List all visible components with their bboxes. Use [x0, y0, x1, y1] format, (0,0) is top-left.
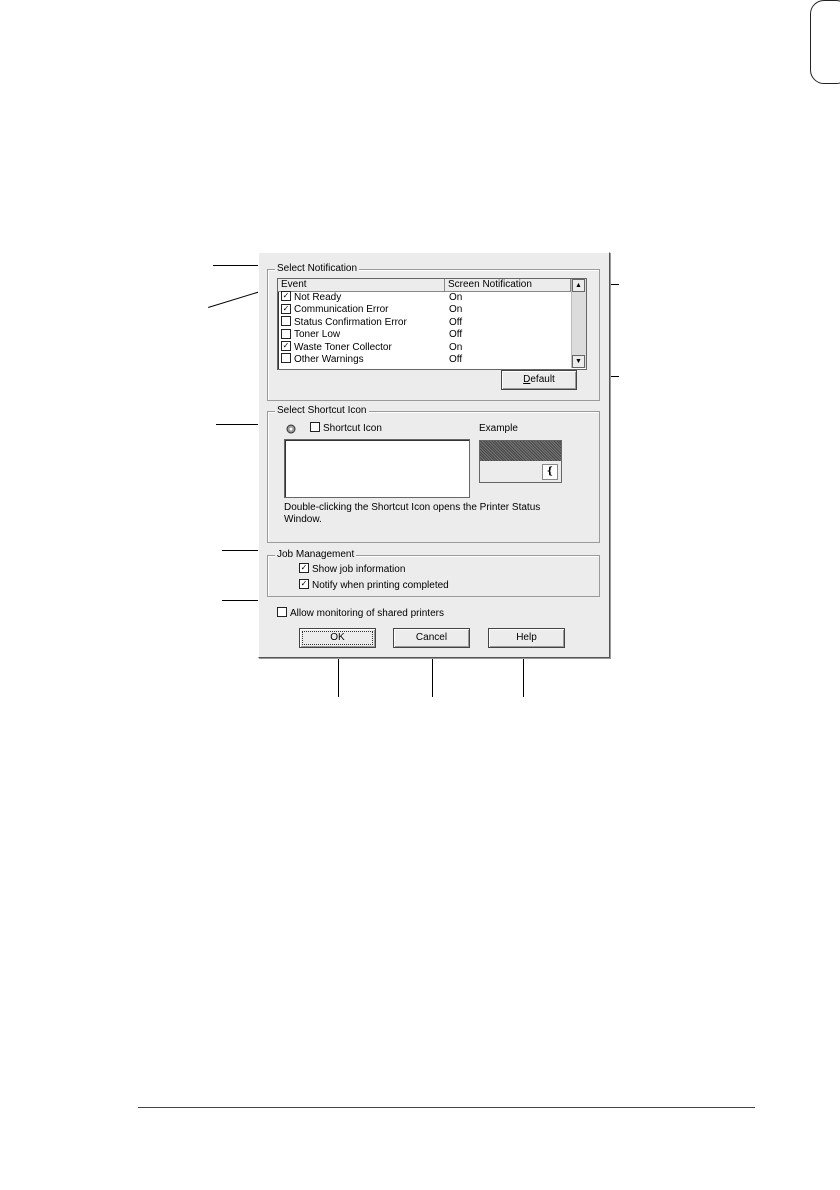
scroll-down-button[interactable]: ▼ — [572, 355, 585, 368]
page-tab-marker — [810, 0, 840, 84]
event-checkbox[interactable] — [281, 353, 291, 363]
event-status: Off — [449, 354, 463, 365]
example-printer-icon: ❴ — [542, 464, 558, 480]
allow-monitoring-checkbox[interactable] — [277, 608, 444, 620]
footer-rule — [138, 1107, 755, 1108]
event-checkbox[interactable] — [281, 316, 291, 326]
shortcut-icon-checkbox-box[interactable] — [310, 422, 320, 432]
event-row[interactable] — [278, 342, 571, 354]
event-row[interactable] — [278, 354, 571, 366]
scroll-up-button[interactable]: ▲ — [572, 279, 585, 292]
notify-complete-checkbox[interactable] — [299, 580, 449, 592]
event-name: Waste Toner Collector — [294, 341, 392, 353]
notification-settings-dialog — [258, 252, 610, 658]
job-management-title: Job Management — [277, 549, 355, 560]
select-shortcut-icon-title: Select Shortcut Icon — [277, 405, 367, 416]
event-name: Toner Low — [294, 329, 341, 341]
notify-complete-checkbox-box[interactable]: ✓ — [300, 579, 308, 589]
event-status: Off — [449, 316, 463, 328]
event-name: Not Ready — [294, 292, 342, 303]
event-name: Communication Error — [294, 304, 389, 316]
example-label: Example — [479, 423, 518, 434]
show-job-info-label: Show job information — [312, 564, 406, 575]
event-list-scrollbar[interactable] — [571, 279, 586, 368]
shortcut-icon-list[interactable] — [284, 439, 470, 498]
event-checkbox[interactable]: ✓ — [282, 303, 290, 313]
event-checkbox[interactable]: ✓ — [282, 340, 290, 350]
event-status: Off — [449, 329, 463, 341]
event-row[interactable] — [278, 317, 571, 329]
event-status: On — [449, 341, 463, 353]
ok-button[interactable]: OK — [299, 628, 376, 648]
shortcut-icon-checkbox[interactable] — [310, 423, 382, 435]
event-row[interactable] — [278, 292, 571, 304]
allow-monitoring-checkbox-box[interactable] — [277, 607, 287, 617]
example-taskbar-pattern — [480, 441, 561, 461]
shortcut-icon-label: Shortcut Icon — [323, 423, 382, 434]
cancel-button[interactable]: Cancel — [393, 628, 470, 648]
event-status: On — [449, 304, 463, 316]
example-preview — [479, 440, 562, 483]
default-button-label: efault — [530, 374, 555, 385]
event-name: Status Confirmation Error — [294, 316, 407, 328]
printer-gear-icon — [285, 423, 297, 435]
notify-complete-label: Notify when printing completed — [312, 580, 449, 591]
event-row[interactable] — [278, 304, 571, 316]
column-header-screen-notification[interactable]: Screen Notification — [445, 279, 571, 291]
event-checkbox[interactable]: ✓ — [282, 291, 290, 301]
event-status: On — [449, 292, 463, 303]
event-checkbox[interactable] — [281, 329, 291, 339]
event-list-header — [278, 279, 571, 292]
show-job-info-checkbox[interactable] — [299, 564, 405, 576]
shortcut-description: Double-clicking the Shortcut Icon opens the Printer Status Window. — [284, 502, 541, 525]
event-list[interactable] — [277, 278, 587, 370]
event-name: Other Warnings — [294, 354, 364, 365]
help-button[interactable]: Help — [488, 628, 565, 648]
allow-monitoring-label: Allow monitoring of shared printers — [290, 608, 444, 619]
column-header-event[interactable]: Event — [278, 279, 445, 291]
default-button[interactable] — [501, 370, 577, 390]
show-job-info-checkbox-box[interactable]: ✓ — [300, 563, 308, 573]
default-button-mnemonic: D — [523, 374, 531, 385]
event-row[interactable] — [278, 329, 571, 341]
select-notification-title: Select Notification — [277, 263, 358, 274]
